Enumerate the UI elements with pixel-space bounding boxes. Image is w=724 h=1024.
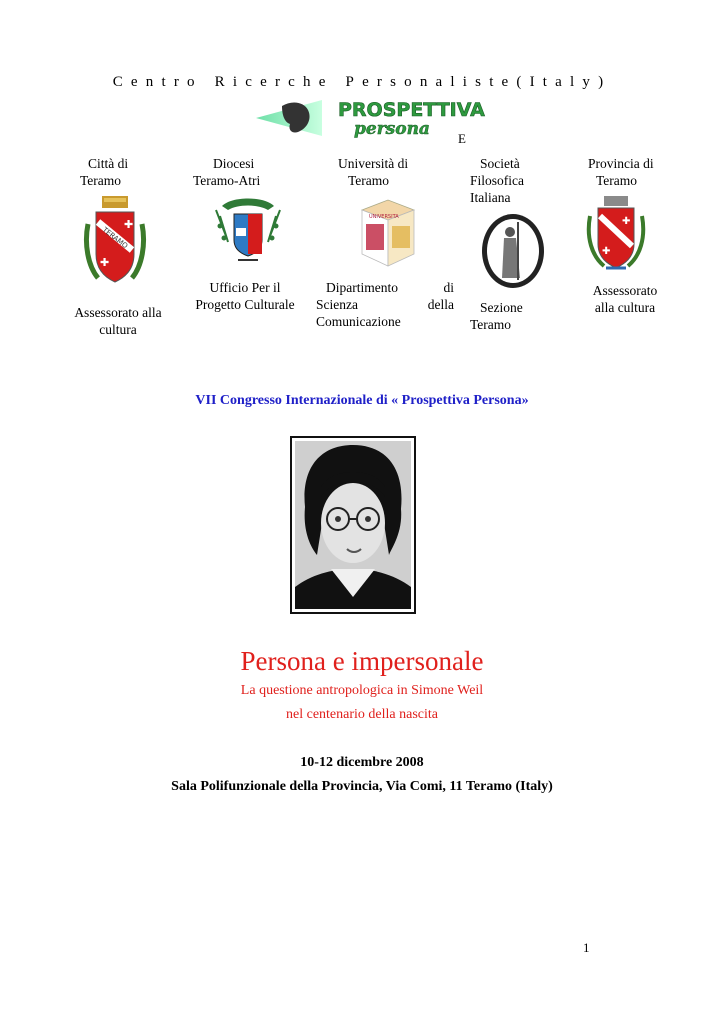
logo-text-top: PROSPETTIVA bbox=[338, 99, 485, 121]
congress-title: VII Congresso Internazionale di « Prospettiva Persona» bbox=[195, 393, 529, 408]
svg-text:✚: ✚ bbox=[124, 218, 134, 231]
prospettiva-persona-logo bbox=[252, 98, 485, 139]
event-title: Persona e impersonale bbox=[240, 646, 484, 676]
province-coat-of-arms-icon bbox=[584, 194, 648, 272]
page-number: 1 bbox=[583, 940, 590, 955]
event-dates: 10-12 dicembre 2008 bbox=[300, 755, 424, 770]
svg-text:✚: ✚ bbox=[100, 256, 110, 269]
institution-sub-city: Assessorato alla cultura bbox=[74, 305, 162, 337]
institution-name-city: Città di Teramo bbox=[80, 156, 129, 188]
institution-name-province: Provincia di Teramo bbox=[588, 156, 654, 188]
event-subtitle-line1: La questione antropologica in Simone Weil bbox=[240, 683, 484, 698]
organization-header: Centro Ricerche Personaliste(Italy) bbox=[112, 74, 612, 90]
svg-text:UNIVERSITA: UNIVERSITA bbox=[369, 214, 399, 220]
event-subtitle-line2: nel centenario della nascita bbox=[286, 707, 438, 722]
institution-sub-society: Sezione Teramo bbox=[470, 300, 523, 332]
logo-text-bottom: persona bbox=[354, 119, 430, 139]
simone-weil-portrait bbox=[291, 437, 415, 613]
diocese-crest-icon bbox=[212, 196, 284, 264]
philosophical-society-medallion-icon bbox=[480, 212, 546, 290]
event-venue: Sala Polifunzionale della Provincia, Via Comi, 11 Teramo (Italy) bbox=[171, 779, 553, 794]
teramo-coat-of-arms-icon bbox=[80, 194, 150, 290]
svg-text:TERAMO: TERAMO bbox=[100, 225, 130, 251]
institution-sub-province: Assessorato alla cultura bbox=[592, 283, 658, 315]
institution-sub-university: Dipartimento di Scienza della Comunicazione bbox=[316, 280, 454, 329]
svg-text:✚: ✚ bbox=[602, 246, 611, 257]
conjunction-letter: E bbox=[458, 131, 466, 146]
svg-text:✚: ✚ bbox=[622, 216, 631, 227]
institution-name-society: Società Filosofica Italiana bbox=[470, 156, 524, 205]
institution-sub-diocese: Ufficio Per il Progetto Culturale bbox=[195, 280, 295, 312]
institution-name-diocese: Diocesi Teramo-Atri bbox=[193, 156, 261, 188]
institution-name-university: Università di Teramo bbox=[338, 156, 409, 188]
university-cube-logo-icon bbox=[356, 196, 418, 270]
